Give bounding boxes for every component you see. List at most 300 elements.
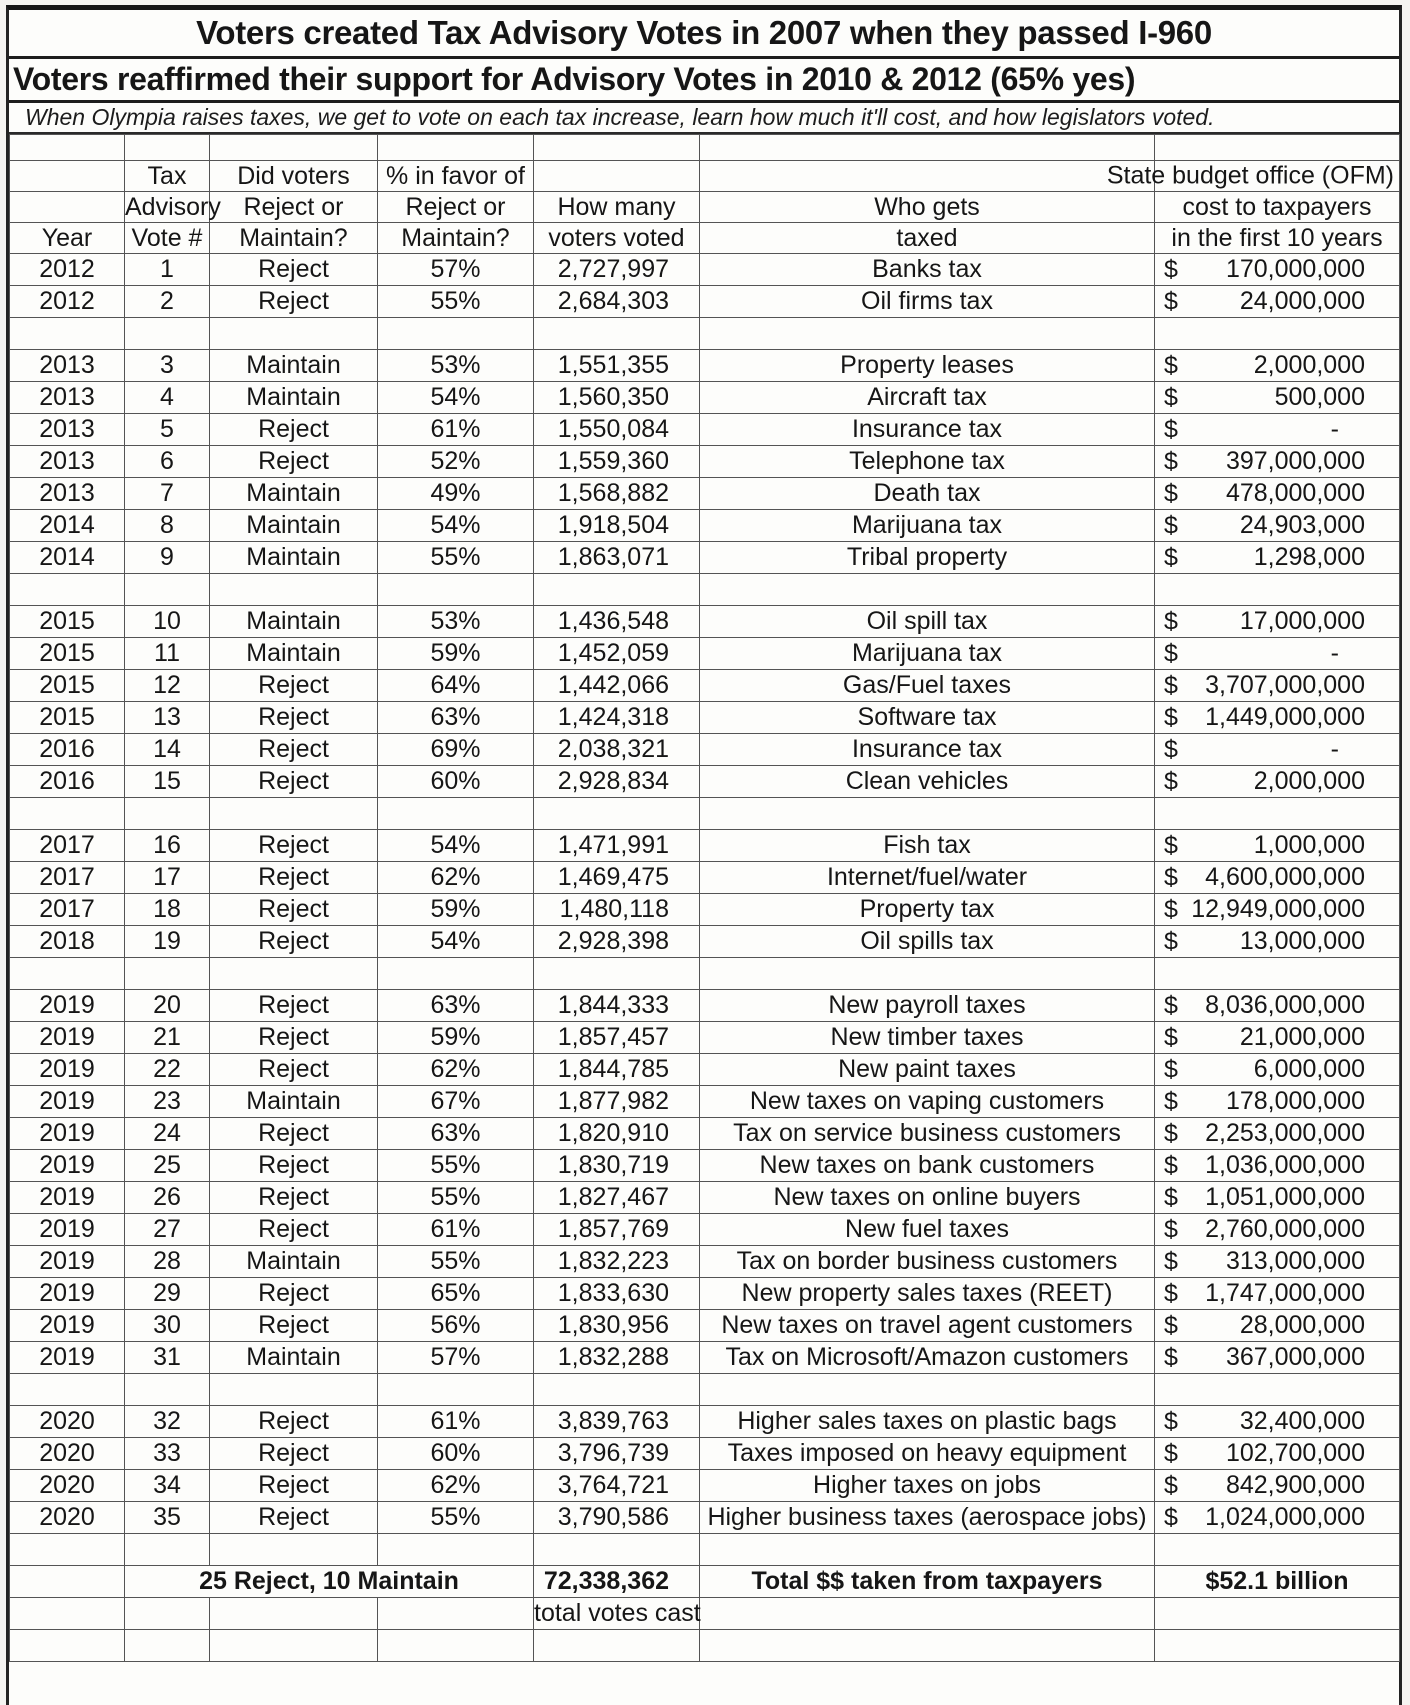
cell-empty	[210, 1374, 378, 1406]
cell-who-gets-taxed: Oil spills tax	[700, 926, 1155, 958]
cell-voters-voted: 1,857,769	[534, 1214, 700, 1246]
cell-percent: 55%	[378, 1502, 534, 1534]
table-row	[10, 1022, 1400, 1054]
cell-who-gets-taxed: Fish tax	[700, 830, 1155, 862]
cell-voters-voted: 1,877,982	[534, 1086, 700, 1118]
cost-amount: 170,000,000	[1225, 255, 1365, 283]
cell-cost-10yr	[1155, 1406, 1400, 1438]
cell-empty	[700, 135, 1155, 161]
cell-year: 2015	[10, 670, 125, 702]
dollar-sign: $	[1164, 927, 1178, 955]
table-body	[10, 254, 1400, 1662]
dollar-sign: $	[1164, 991, 1178, 1019]
header-voters	[534, 161, 700, 192]
cell-cost-10yr	[1155, 862, 1400, 894]
cell-percent: 59%	[378, 894, 534, 926]
cell-vote-number: 15	[125, 766, 210, 798]
cell-cost-10yr	[1155, 830, 1400, 862]
summary-total-cost: $52.1 billion	[1155, 1566, 1400, 1598]
cost-amount: 24,903,000	[1239, 511, 1365, 539]
dollar-sign: $	[1164, 1471, 1178, 1499]
cell-empty	[378, 135, 534, 161]
dollar-sign: $	[1164, 607, 1178, 635]
cell-year: 2015	[10, 638, 125, 670]
cell-percent: 54%	[378, 830, 534, 862]
cell-decision: Reject	[210, 1118, 378, 1150]
cell-decision: Maintain	[210, 638, 378, 670]
table-header	[10, 135, 1400, 254]
cost-amount: 367,000,000	[1225, 1343, 1365, 1371]
cell-percent: 69%	[378, 734, 534, 766]
cell-vote-number: 12	[125, 670, 210, 702]
dollar-sign: $	[1164, 671, 1178, 699]
cost-amount: 12,949,000,000	[1191, 895, 1365, 923]
table-row	[10, 1406, 1400, 1438]
cell-cost-10yr	[1155, 1470, 1400, 1502]
cell-empty	[125, 135, 210, 161]
cell-voters-voted: 1,559,360	[534, 446, 700, 478]
cell-vote-number: 10	[125, 606, 210, 638]
summary-tally: 25 Reject, 10 Maintain	[125, 1566, 534, 1598]
cell-percent: 64%	[378, 670, 534, 702]
cell-year: 2019	[10, 1310, 125, 1342]
cell-decision: Maintain	[210, 1086, 378, 1118]
cell-vote-number: 26	[125, 1182, 210, 1214]
table-row	[10, 638, 1400, 670]
dollar-sign: $	[1164, 1247, 1178, 1275]
summary-row	[10, 1566, 1400, 1598]
cell-who-gets-taxed: Gas/Fuel taxes	[700, 670, 1155, 702]
cell-decision: Reject	[210, 254, 378, 286]
summary-total-votes: 72,338,362	[534, 1566, 700, 1598]
cell-voters-voted: 1,568,882	[534, 478, 700, 510]
cell-decision: Reject	[210, 414, 378, 446]
cost-amount: 178,000,000	[1225, 1087, 1365, 1115]
cell-vote-number: 9	[125, 542, 210, 574]
cell-vote-number: 21	[125, 1022, 210, 1054]
cell-empty	[700, 574, 1155, 606]
cell-decision: Reject	[210, 1406, 378, 1438]
cell-decision: Reject	[210, 734, 378, 766]
cell-who-gets-taxed: Internet/fuel/water	[700, 862, 1155, 894]
cell-year: 2016	[10, 734, 125, 766]
cell-who-gets-taxed: Telephone tax	[700, 446, 1155, 478]
cell-decision: Reject	[210, 894, 378, 926]
table-row	[10, 1118, 1400, 1150]
cell-who-gets-taxed: Taxes imposed on heavy equipment	[700, 1438, 1155, 1470]
header-row-1	[10, 161, 1400, 192]
cell-voters-voted: 2,684,303	[534, 286, 700, 318]
header-percent: % in favor of	[378, 161, 534, 192]
dollar-sign: $	[1164, 1343, 1178, 1371]
scanned-document	[6, 5, 1402, 1705]
cell-decision: Reject	[210, 702, 378, 734]
cell-empty	[534, 1630, 700, 1662]
dollar-sign: $	[1164, 831, 1178, 859]
cost-amount: 8,036,000,000	[1205, 991, 1365, 1019]
cell-who-gets-taxed: Oil firms tax	[700, 286, 1155, 318]
cell-voters-voted: 1,832,288	[534, 1342, 700, 1374]
header-taxed: Who gets	[700, 192, 1155, 223]
cell-empty	[210, 798, 378, 830]
cell-voters-voted: 1,442,066	[534, 670, 700, 702]
cell-empty	[1155, 958, 1400, 990]
cell-empty	[700, 1374, 1155, 1406]
cell-year: 2017	[10, 862, 125, 894]
cell-cost-10yr	[1155, 1022, 1400, 1054]
cell-decision: Reject	[210, 1278, 378, 1310]
cell-percent: 57%	[378, 254, 534, 286]
cell-empty	[125, 1374, 210, 1406]
cell-voters-voted: 2,727,997	[534, 254, 700, 286]
cell-empty	[700, 798, 1155, 830]
total-votes-cast-label: total votes cast	[534, 1598, 700, 1630]
cell-vote-number: 22	[125, 1054, 210, 1086]
cell-voters-voted: 2,928,834	[534, 766, 700, 798]
cell-decision: Reject	[210, 1022, 378, 1054]
cell-percent: 55%	[378, 1246, 534, 1278]
cell-decision: Reject	[210, 1310, 378, 1342]
dollar-sign: $	[1164, 511, 1178, 539]
dollar-sign: $	[1164, 383, 1178, 411]
table-row	[10, 1150, 1400, 1182]
dollar-sign: $	[1164, 1439, 1178, 1467]
cell-decision: Reject	[210, 1470, 378, 1502]
cell-voters-voted: 2,038,321	[534, 734, 700, 766]
dollar-sign: $	[1164, 1279, 1178, 1307]
cell-empty	[210, 135, 378, 161]
cell-who-gets-taxed: Insurance tax	[700, 734, 1155, 766]
cell-who-gets-taxed: New taxes on vaping customers	[700, 1086, 1155, 1118]
cell-year: 2020	[10, 1406, 125, 1438]
cell-who-gets-taxed: Higher business taxes (aerospace jobs)	[700, 1502, 1155, 1534]
cell-decision: Maintain	[210, 382, 378, 414]
cell-percent: 55%	[378, 286, 534, 318]
cell-voters-voted: 1,830,956	[534, 1310, 700, 1342]
cost-amount: 17,000,000	[1239, 607, 1365, 635]
table-row	[10, 926, 1400, 958]
dollar-sign: $	[1164, 1151, 1178, 1179]
cell-percent: 63%	[378, 702, 534, 734]
cell-cost-10yr	[1155, 1278, 1400, 1310]
cost-amount: 24,000,000	[1239, 287, 1365, 315]
cell-vote-number: 31	[125, 1342, 210, 1374]
summary-cost-label: Total $$ taken from taxpayers	[700, 1566, 1155, 1598]
cell-who-gets-taxed: Property leases	[700, 350, 1155, 382]
dollar-sign: $	[1164, 479, 1178, 507]
cell-vote-number: 16	[125, 830, 210, 862]
cell-percent: 67%	[378, 1086, 534, 1118]
cell-who-gets-taxed: Higher sales taxes on plastic bags	[700, 1406, 1155, 1438]
cell-empty	[210, 958, 378, 990]
cell-voters-voted: 1,452,059	[534, 638, 700, 670]
cell-who-gets-taxed: Marijuana tax	[700, 638, 1155, 670]
header-percent: Maintain?	[378, 223, 534, 254]
cell-percent: 55%	[378, 1150, 534, 1182]
cell-empty	[10, 798, 125, 830]
cell-year: 2019	[10, 1086, 125, 1118]
cell-empty	[1155, 318, 1400, 350]
cell-empty	[700, 1630, 1155, 1662]
cell-empty	[534, 135, 700, 161]
cell-decision: Reject	[210, 862, 378, 894]
cell-empty	[378, 1374, 534, 1406]
cell-decision: Maintain	[210, 542, 378, 574]
table-row	[10, 382, 1400, 414]
cell-empty	[534, 1374, 700, 1406]
dollar-sign: $	[1164, 1087, 1178, 1115]
cell-percent: 61%	[378, 1406, 534, 1438]
cell-empty	[534, 574, 700, 606]
cell-voters-voted: 1,918,504	[534, 510, 700, 542]
header-vote-number: Advisory	[125, 192, 221, 221]
table-row	[10, 1054, 1400, 1086]
blank-row	[10, 1374, 1400, 1406]
cost-amount: -	[1330, 735, 1339, 763]
cell-cost-10yr	[1155, 1086, 1400, 1118]
spacer-row	[10, 135, 1400, 161]
table-row	[10, 510, 1400, 542]
cost-amount: 102,700,000	[1225, 1439, 1365, 1467]
tail-row	[10, 1630, 1400, 1662]
cell-who-gets-taxed: New taxes on online buyers	[700, 1182, 1155, 1214]
cell-cost-10yr	[1155, 1118, 1400, 1150]
cost-amount: 2,000,000	[1253, 351, 1365, 379]
cell-percent: 55%	[378, 1182, 534, 1214]
cell-percent: 57%	[378, 1342, 534, 1374]
cell-empty	[700, 1534, 1155, 1566]
cell-empty	[378, 1630, 534, 1662]
cell-empty	[10, 1566, 125, 1598]
dollar-sign: $	[1164, 287, 1178, 315]
cell-percent: 62%	[378, 862, 534, 894]
cell-voters-voted: 1,550,084	[534, 414, 700, 446]
cost-amount: 4,600,000,000	[1205, 863, 1365, 891]
cell-percent: 62%	[378, 1470, 534, 1502]
cell-cost-10yr	[1155, 926, 1400, 958]
cell-who-gets-taxed: Aircraft tax	[700, 382, 1155, 414]
table-row	[10, 1182, 1400, 1214]
cell-voters-voted: 1,827,467	[534, 1182, 700, 1214]
cell-decision: Maintain	[210, 510, 378, 542]
cell-percent: 56%	[378, 1310, 534, 1342]
cell-decision: Reject	[210, 286, 378, 318]
cell-cost-10yr	[1155, 1150, 1400, 1182]
cell-vote-number: 19	[125, 926, 210, 958]
cell-year: 2019	[10, 1022, 125, 1054]
table-row	[10, 1438, 1400, 1470]
cell-decision: Reject	[210, 830, 378, 862]
blank-row	[10, 1534, 1400, 1566]
cost-amount: 28,000,000	[1239, 1311, 1365, 1339]
cell-year: 2014	[10, 542, 125, 574]
cost-amount: 842,900,000	[1225, 1471, 1365, 1499]
cell-who-gets-taxed: New fuel taxes	[700, 1214, 1155, 1246]
cell-year: 2019	[10, 1278, 125, 1310]
cell-year: 2019	[10, 1182, 125, 1214]
cell-vote-number: 11	[125, 638, 210, 670]
cell-vote-number: 25	[125, 1150, 210, 1182]
cell-who-gets-taxed: New property sales taxes (REET)	[700, 1278, 1155, 1310]
cell-decision: Reject	[210, 926, 378, 958]
document-subtitle: When Olympia raises taxes, we get to vote on each tax increase, learn how much it'll cost, and how legislators voted.	[9, 103, 1399, 134]
cell-percent: 65%	[378, 1278, 534, 1310]
cell-vote-number: 7	[125, 478, 210, 510]
cell-year: 2013	[10, 414, 125, 446]
cell-who-gets-taxed: Marijuana tax	[700, 510, 1155, 542]
cell-empty	[1155, 1374, 1400, 1406]
cost-amount: 3,707,000,000	[1205, 671, 1365, 699]
cell-percent: 54%	[378, 926, 534, 958]
cell-year: 2019	[10, 1118, 125, 1150]
cell-voters-voted: 2,928,398	[534, 926, 700, 958]
blank-row	[10, 958, 1400, 990]
dollar-sign: $	[1164, 639, 1178, 667]
cell-percent: 59%	[378, 638, 534, 670]
table-row	[10, 478, 1400, 510]
cell-voters-voted: 1,857,457	[534, 1022, 700, 1054]
header-cost	[1106, 161, 1400, 192]
table-row	[10, 1342, 1400, 1374]
dollar-sign: $	[1164, 1055, 1178, 1083]
cell-empty	[378, 318, 534, 350]
cell-empty	[10, 1374, 125, 1406]
table-row	[10, 1246, 1400, 1278]
cell-who-gets-taxed: New paint taxes	[700, 1054, 1155, 1086]
cell-cost-10yr	[1155, 254, 1400, 286]
cell-empty	[210, 318, 378, 350]
blank-row	[10, 798, 1400, 830]
cost-amount: 32,400,000	[1239, 1407, 1365, 1435]
cell-voters-voted: 1,844,333	[534, 990, 700, 1022]
cell-vote-number: 34	[125, 1470, 210, 1502]
cell-decision: Maintain	[210, 478, 378, 510]
cell-empty	[1155, 1534, 1400, 1566]
cell-vote-number: 5	[125, 414, 210, 446]
cell-voters-voted: 1,832,223	[534, 1246, 700, 1278]
header-taxed	[700, 161, 1155, 192]
cell-year: 2017	[10, 894, 125, 926]
cell-vote-number: 17	[125, 862, 210, 894]
cost-amount: 1,449,000,000	[1205, 703, 1365, 731]
header-decision: Reject or	[210, 192, 378, 223]
header-year	[10, 161, 125, 192]
cell-cost-10yr	[1155, 382, 1400, 414]
cell-cost-10yr	[1155, 286, 1400, 318]
header-vote-number: Vote #	[125, 223, 210, 254]
cell-vote-number: 6	[125, 446, 210, 478]
cell-vote-number: 28	[125, 1246, 210, 1278]
cell-percent: 53%	[378, 350, 534, 382]
header-percent: Reject or	[378, 192, 534, 223]
cell-empty	[10, 1534, 125, 1566]
cell-who-gets-taxed: Insurance tax	[700, 414, 1155, 446]
cell-vote-number: 32	[125, 1406, 210, 1438]
blank-row	[10, 318, 1400, 350]
cell-empty	[1155, 798, 1400, 830]
table-row	[10, 286, 1400, 318]
cell-year: 2018	[10, 926, 125, 958]
table-row	[10, 734, 1400, 766]
cell-empty	[378, 574, 534, 606]
cell-year: 2015	[10, 606, 125, 638]
cell-empty	[125, 1598, 210, 1630]
table-row	[10, 1470, 1400, 1502]
cell-percent: 60%	[378, 766, 534, 798]
dollar-sign: $	[1164, 543, 1178, 571]
dollar-sign: $	[1164, 895, 1178, 923]
cell-decision: Maintain	[210, 350, 378, 382]
table-row	[10, 606, 1400, 638]
cell-cost-10yr	[1155, 734, 1400, 766]
cost-amount: -	[1330, 639, 1339, 667]
cell-who-gets-taxed: New timber taxes	[700, 1022, 1155, 1054]
dollar-sign: $	[1164, 767, 1178, 795]
advisory-votes-table	[9, 134, 1400, 1662]
cell-year: 2020	[10, 1502, 125, 1534]
cell-year: 2013	[10, 446, 125, 478]
cell-empty	[210, 1598, 378, 1630]
cell-year: 2019	[10, 990, 125, 1022]
cell-empty	[125, 1630, 210, 1662]
cell-voters-voted: 1,830,719	[534, 1150, 700, 1182]
dollar-sign: $	[1164, 415, 1178, 443]
table-row	[10, 766, 1400, 798]
dollar-sign: $	[1164, 1119, 1178, 1147]
header-voters: How many	[534, 192, 700, 223]
cell-empty	[10, 135, 125, 161]
cost-amount: 2,000,000	[1253, 767, 1365, 795]
header-year: Year	[10, 223, 125, 254]
cell-empty	[210, 1630, 378, 1662]
cell-cost-10yr	[1155, 1054, 1400, 1086]
cell-voters-voted: 1,436,548	[534, 606, 700, 638]
cell-empty	[125, 958, 210, 990]
cell-empty	[10, 958, 125, 990]
cell-year: 2012	[10, 286, 125, 318]
table-row	[10, 894, 1400, 926]
cell-empty	[210, 1534, 378, 1566]
cell-cost-10yr	[1155, 1182, 1400, 1214]
cell-empty	[1155, 1598, 1400, 1630]
cell-cost-10yr	[1155, 446, 1400, 478]
cell-decision: Reject	[210, 1182, 378, 1214]
dollar-sign: $	[1164, 1311, 1178, 1339]
cell-who-gets-taxed: Property tax	[700, 894, 1155, 926]
dollar-sign: $	[1164, 1503, 1178, 1531]
cost-amount: 6,000,000	[1253, 1055, 1365, 1083]
cell-cost-10yr	[1155, 766, 1400, 798]
cell-percent: 63%	[378, 1118, 534, 1150]
cell-decision: Reject	[210, 1438, 378, 1470]
cell-vote-number: 35	[125, 1502, 210, 1534]
table-row	[10, 350, 1400, 382]
cell-voters-voted: 1,863,071	[534, 542, 700, 574]
cell-empty	[10, 318, 125, 350]
table-row	[10, 414, 1400, 446]
dollar-sign: $	[1164, 703, 1178, 731]
cost-amount: 313,000,000	[1225, 1247, 1365, 1275]
cost-amount: 500,000	[1274, 383, 1365, 411]
cell-percent: 54%	[378, 510, 534, 542]
note-row	[10, 1598, 1400, 1630]
table-row	[10, 990, 1400, 1022]
header-decision: Did voters	[210, 161, 378, 192]
table-row	[10, 702, 1400, 734]
cell-vote-number: 18	[125, 894, 210, 926]
cell-decision: Reject	[210, 1214, 378, 1246]
cell-vote-number: 30	[125, 1310, 210, 1342]
